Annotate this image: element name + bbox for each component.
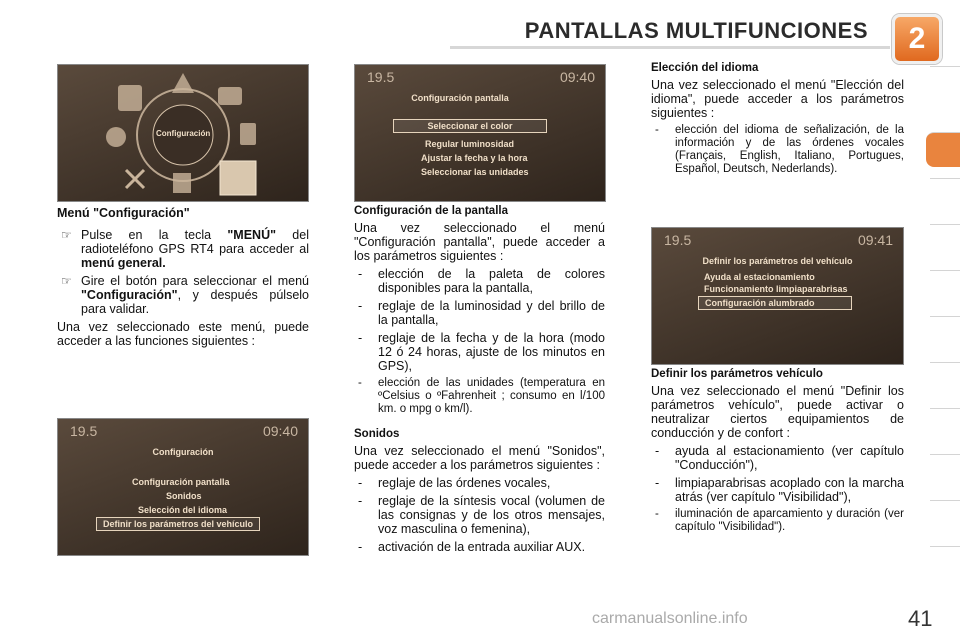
chapter-tab[interactable] [930,408,960,443]
screen-status-bar: 19.5 09:41 [664,232,893,248]
screen-status-bar: 19.5 09:40 [367,69,595,85]
chapter-tabs [926,66,960,576]
chapter-tab[interactable] [930,362,960,397]
screen-menu-item[interactable]: Regular luminosidad [425,139,515,149]
list-item: - reglaje de la síntesis vocal (volumen de las consignas y de los otros mensajes, voz masculina o femenina), [354,494,605,536]
screen-menu-item[interactable]: Seleccionar las unidades [421,167,529,177]
key-name: "MENÚ" [227,228,277,242]
chapter-tab[interactable] [930,454,960,489]
list-item: - activación de la entrada auxiliar AUX. [354,540,605,554]
list-item: - limpiaparabrisas acoplado con la marcha atrás (ver capítulo "Visibilidad"), [651,476,904,504]
parameter-list [354,476,605,554]
section-heading: Definir los parámetros vehículo [651,368,823,380]
section-paragraph: Una vez seleccionado el menú "Elección del idioma", puede acceder a los parámetros siguientes : [651,78,904,120]
menu-wheel-screen [57,64,309,202]
section-heading: Configuración de la pantalla [354,205,508,217]
screen-menu-item[interactable]: Ayuda al estacionamiento [704,272,815,282]
list-item: - elección de las unidades (temperatura en ºCelsius o ºFahrenheit ; consumo en l/100 km. o mpg o km/l). [354,377,605,416]
page-header [420,6,960,55]
chapter-tab[interactable] [930,500,960,535]
page-number: 41 [908,606,933,631]
header-rule [450,46,890,49]
screen-title: Configuración [152,447,214,457]
section-heading: Menú "Configuración" [57,206,190,220]
screen-menu-item[interactable]: Ajustar la fecha y la hora [421,153,528,163]
list-item: - reglaje de la fecha y de la hora (modo 12 ó 24 horas, ajuste de los minutos en GPS), [354,331,605,373]
screen-menu-item-selected[interactable]: Definir los parámetros del vehículo [96,517,260,531]
key-name: "Configuración" [81,288,178,302]
wheel-center-label: Configuración [156,129,211,138]
chapter-tab[interactable] [930,224,960,259]
section-paragraph: Una vez seleccionado el menú "Sonidos", puede acceder a los parámetros siguientes : [354,444,605,472]
section-paragraph: Una vez seleccionado el menú "Definir los parámetros vehículo", puede activar o neutralizar ciertos equipamientos de conducción y de confort : [651,384,904,440]
list-item: - reglaje de las órdenes vocales, [354,476,605,490]
chapter-tab[interactable] [930,316,960,351]
chapter-tab[interactable] [930,546,960,581]
list-item: - ayuda al estacionamiento (ver capítulo "Conducción"), [651,444,904,472]
display-config-screen [354,64,606,202]
section-heading: Elección del idioma [651,62,759,74]
display-config-section [354,205,605,416]
screen-menu-item[interactable]: Selección del idioma [138,505,228,515]
vehicle-params-section [651,368,904,534]
screen-status-bar: 19.5 09:40 [70,423,298,439]
vehicle-params-screen [651,227,904,365]
sounds-section [354,428,605,554]
section-paragraph: Una vez seleccionado este menú, puede acceder a las funciones siguientes : [57,320,309,348]
parameter-list [651,124,904,176]
screen-title: Configuración pantalla [411,93,509,103]
screen-menu-item[interactable]: Configuración pantalla [132,477,230,487]
parameter-list [354,267,605,416]
screen-title: Definir los parámetros del vehículo [702,256,853,266]
chapter-tab[interactable] [930,270,960,305]
page-title: PANTALLAS MULTIFUNCIONES [524,18,868,43]
list-item: - iluminación de aparcamiento y duración (ver capítulo "Visibilidad"). [651,508,904,534]
screen-menu-item-selected[interactable]: Seleccionar el color [393,119,547,133]
parameter-list [651,444,904,534]
chapter-tab[interactable] [930,178,960,213]
config-menu-section [57,206,309,348]
language-section [651,62,904,176]
screen-menu-item-selected[interactable]: Configuración alumbrado [698,296,852,310]
screen-menu-item[interactable]: Sonidos [166,491,202,501]
section-paragraph: Una vez seleccionado el menú "Configuración pantalla", puede acceder a los parámetros siguientes : [354,221,605,263]
screen-menu-item[interactable]: Funcionamiento limpiaparabrisas [704,284,848,294]
instruction-item: ☞ Gire el botón para seleccionar el menú "Configuración", y después púlselo para validar. [57,274,309,316]
chapter-badge: 2 [892,14,942,64]
instruction-list [57,228,309,316]
watermark: carmanualsonline.info [592,610,748,627]
list-item: - elección de la paleta de colores disponibles para la pantalla, [354,267,605,295]
instruction-item: ☞ Pulse en la tecla "MENÚ" del radioteléfono GPS RT4 para acceder al menú general. [57,228,309,270]
config-menu-screen [57,418,309,556]
chapter-tab-active[interactable] [926,132,960,167]
list-item: - reglaje de la luminosidad y del brillo de la pantalla, [354,299,605,327]
section-heading: Sonidos [354,428,400,440]
chapter-tab[interactable] [930,66,960,101]
list-item: - elección del idioma de señalización, de la información y de las órdenes vocales (Français, English, Italiano, Portugues, Español, Deutsch, Nederlands). [651,124,904,176]
